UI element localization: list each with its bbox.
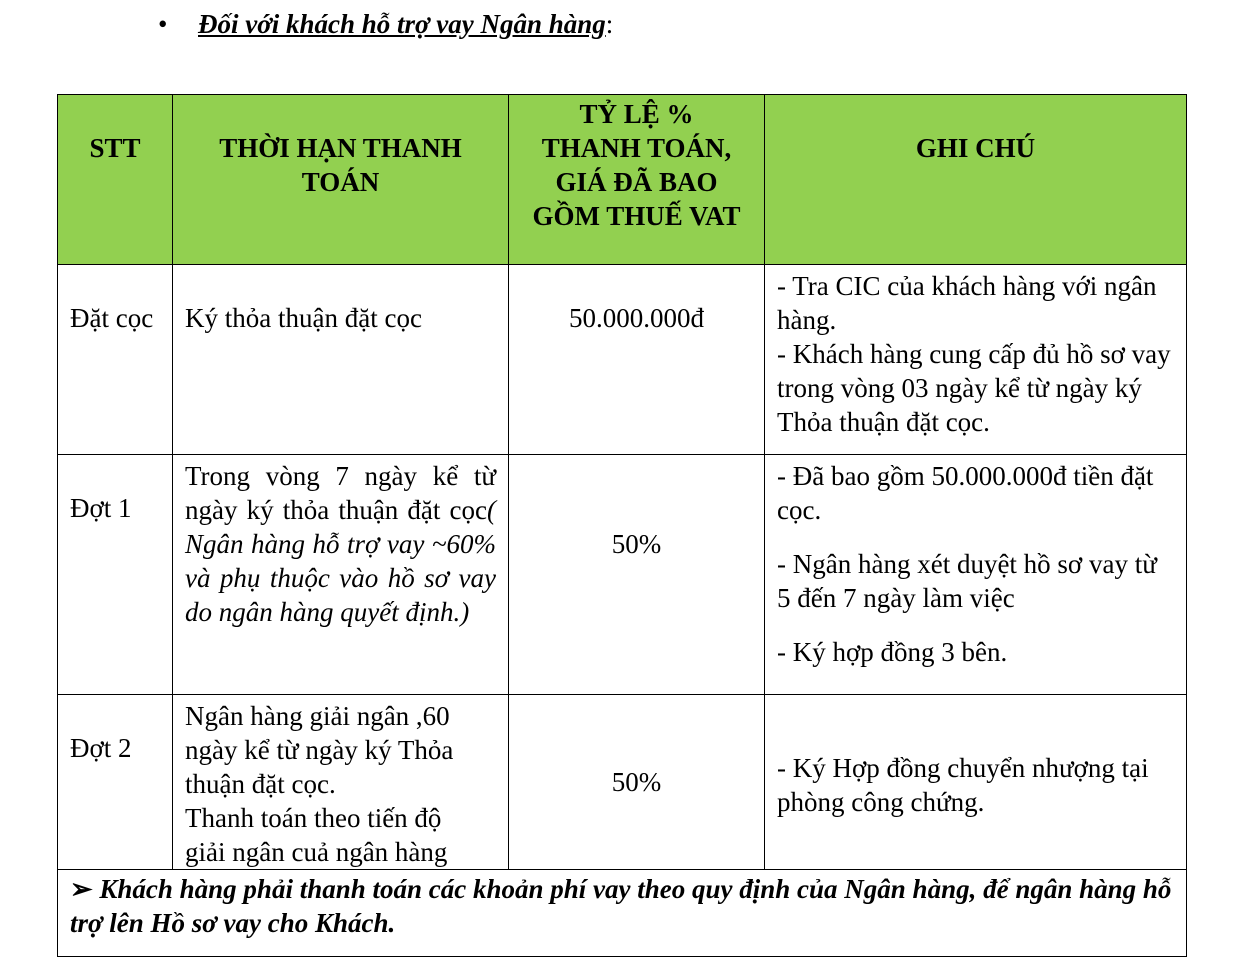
table-footer-row [58, 870, 1187, 957]
section-title: Đối với khách hỗ trợ vay Ngân hàng [198, 9, 606, 39]
term-text: Trong vòng 7 ngày kể từ ngày ký thỏa thuận đặt cọc [185, 461, 496, 525]
payment-schedule-table [57, 94, 1187, 957]
row-term [173, 455, 509, 695]
section-title-suffix: : [605, 9, 614, 39]
note-line: - Tra CIC của khách hàng với ngân hàng. [777, 271, 1157, 335]
row-stt: Đợt 2 [58, 695, 173, 870]
row-notes [765, 455, 1187, 695]
footer-text: Khách hàng phải thanh toán các khoản phí vay theo quy định của Ngân hàng, để ngân hàng hỗ trợ lên Hồ sơ vay cho Khách. [70, 874, 1172, 938]
header-term: THỜI HẠN THANH TOÁN [173, 95, 509, 265]
row-stt: Đợt 1 [58, 455, 173, 695]
note-line: - Khách hàng cung cấp đủ hồ sơ vay trong vòng 03 ngày kể từ ngày ký Thỏa thuận đặt cọc. [777, 339, 1171, 437]
header-note: GHI CHÚ [765, 95, 1187, 265]
row-rate: 50% [509, 455, 765, 695]
table-row [58, 455, 1187, 695]
row-term: Ký thỏa thuận đặt cọc [173, 265, 509, 455]
table-row [58, 265, 1187, 455]
note-line: - Ký Hợp đồng chuyển nhượng tại phòng công chứng. [777, 753, 1149, 817]
table-header-row [58, 95, 1187, 265]
section-heading [158, 6, 613, 42]
header-rate: TỶ LỆ % THANH TOÁN, GIÁ ĐÃ BAO GỒM THUẾ VAT [509, 95, 765, 265]
term-line: Thanh toán theo tiến độ giải ngân cuả ngân hàng [185, 803, 448, 867]
term-italic-note: ( Ngân hàng hỗ trợ vay ~60% và phụ thuộc vào hồ sơ vay do ngân hàng quyết định.) [185, 495, 496, 627]
row-notes [765, 265, 1187, 455]
row-rate: 50% [509, 695, 765, 870]
row-rate: 50.000.000đ [509, 265, 765, 455]
note-line: - Ký hợp đồng 3 bên. [777, 637, 1008, 667]
header-stt: STT [58, 95, 173, 265]
row-notes [765, 695, 1187, 870]
row-stt: Đặt cọc [58, 265, 173, 455]
term-line: Ngân hàng giải ngân ,60 ngày kể từ ngày ký Thỏa thuận đặt cọc. [185, 701, 454, 799]
row-term [173, 695, 509, 870]
note-line: - Ngân hàng xét duyệt hồ sơ vay từ 5 đến 7 ngày làm việc [777, 549, 1157, 613]
note-line: - Đã bao gồm 50.000.000đ tiền đặt cọc. [777, 461, 1154, 525]
bullet-icon: • [158, 9, 168, 39]
table-row [58, 695, 1187, 870]
footer-note [58, 870, 1187, 957]
arrow-bullet-icon: ➢ [70, 874, 93, 904]
